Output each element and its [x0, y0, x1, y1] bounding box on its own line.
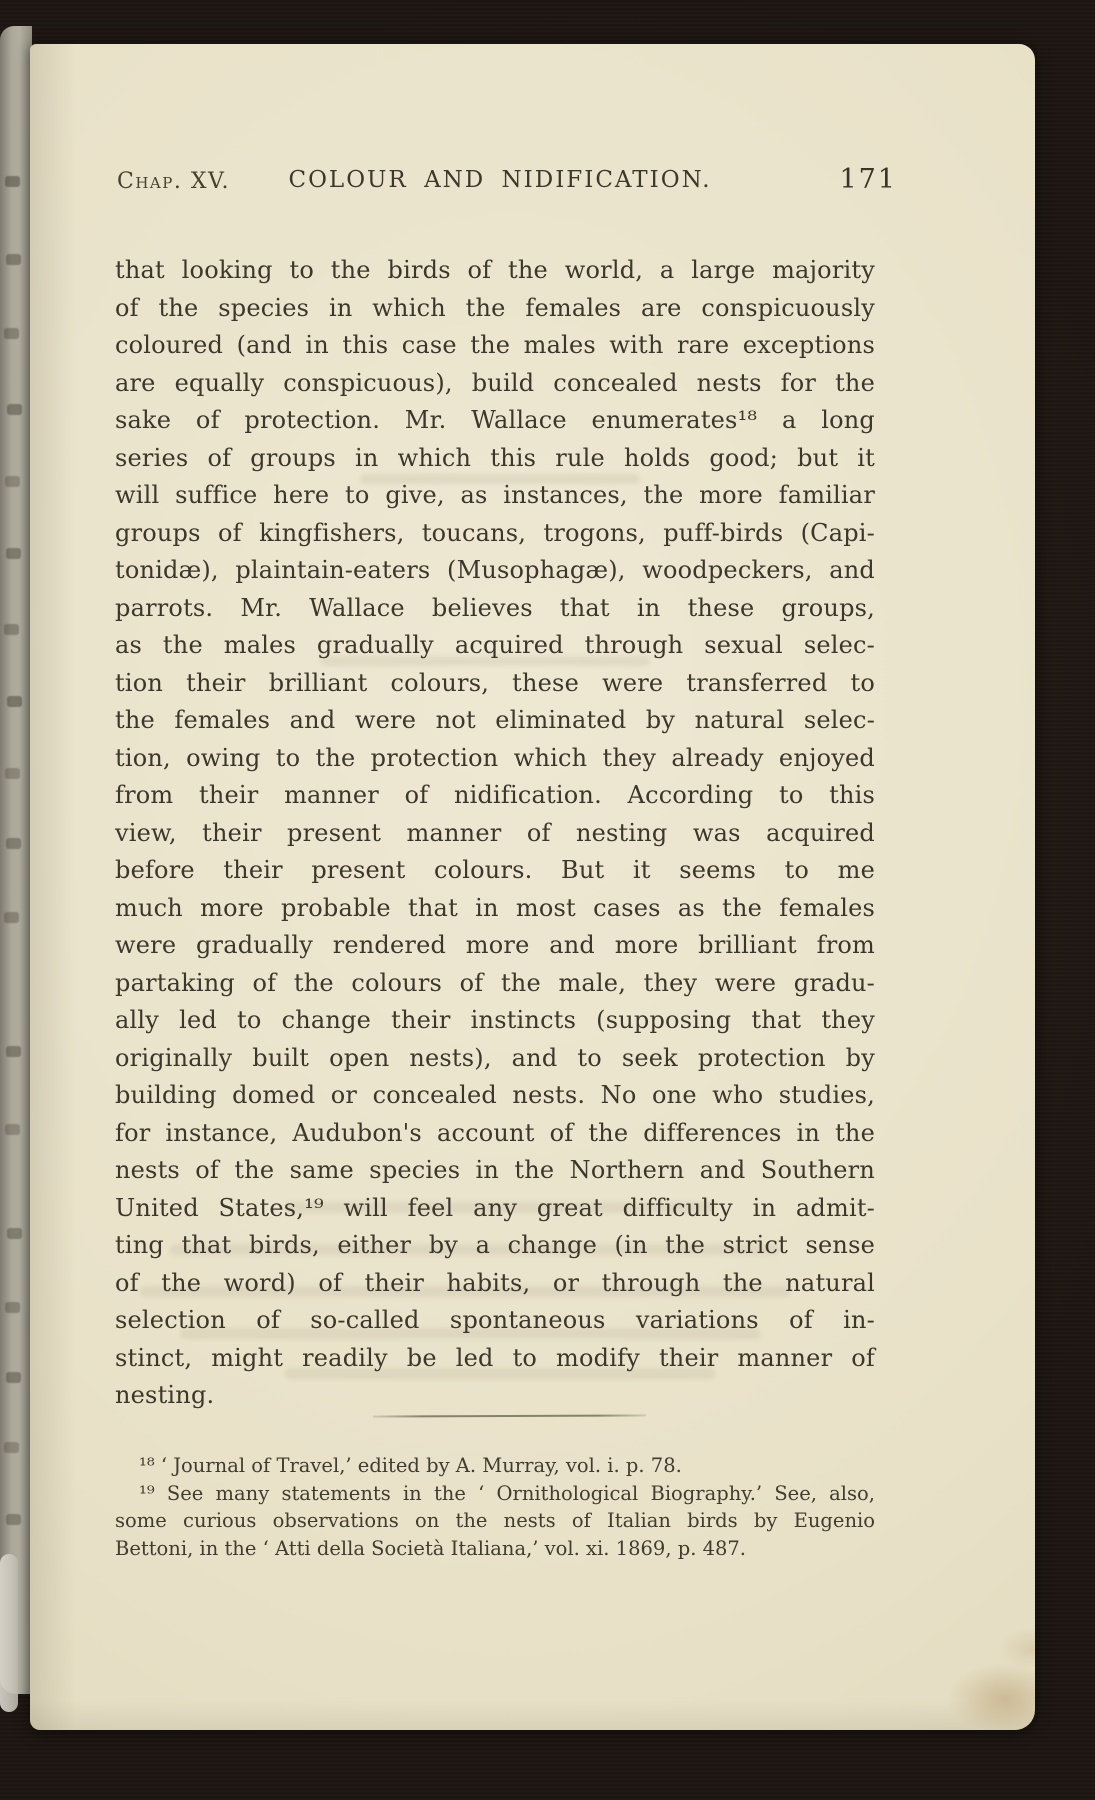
body-text-line: much more probable that in most cases as the females — [115, 893, 875, 922]
body-text-line: view, their present manner of nesting was acquired — [115, 818, 875, 847]
body-text-line: ally led to change their instincts (supposing that they — [115, 1006, 875, 1034]
chapter-label: Chap. XV. — [117, 169, 231, 194]
body-text-line: tion their brilliant colours, these were transferred to — [115, 668, 875, 697]
running-head-title: COLOUR AND NIDIFICATION. — [288, 167, 712, 193]
body-text-line: originally built open nests), and to seek protection by — [115, 1043, 875, 1072]
body-text-line: of the word) of their habits, or through the natural — [115, 1268, 875, 1297]
book-page-edges — [0, 26, 32, 1694]
footnote-separator-rule — [373, 1414, 646, 1417]
body-text-line: as the males gradually acquired through sexual selec- — [115, 631, 875, 659]
body-text-line: the females and were not eliminated by natural selec- — [115, 706, 875, 734]
body-text-line: that looking to the birds of the world, a large majority — [115, 256, 875, 284]
body-text-line: tonidæ), plaintain-eaters (Musophagæ), woodpeckers, and — [115, 556, 875, 584]
body-text-line: stinct, might readily be led to modify their manner of — [115, 1343, 875, 1372]
footnote-line: ¹⁸ ‘ Journal of Travel,’ edited by A. Murray, vol. i. p. 78. — [139, 1454, 682, 1477]
footnotes — [115, 1452, 875, 1562]
body-text-line: United States,¹⁹ will feel any great difficulty in admit- — [115, 1193, 875, 1222]
body-text-line: coloured (and in this case the males with rare exceptions — [115, 331, 875, 359]
body-text-line: parrots. Mr. Wallace believes that in these groups, — [115, 593, 875, 622]
body-text-line: were gradually rendered more and more brilliant from — [115, 931, 875, 959]
body-text-line: tion, owing to the protection which they already enjoyed — [115, 743, 875, 772]
body-text-line: nests of the same species in the Northern and Southern — [115, 1156, 875, 1184]
body-text-line: before their present colours. But it seems to me — [115, 856, 875, 884]
book-page — [30, 44, 1035, 1730]
footnote-line: some curious observations on the nests of Italian birds by Eugenio — [115, 1509, 875, 1532]
running-head — [115, 164, 897, 198]
body-text-line: selection of so-called spontaneous variations of in- — [115, 1306, 875, 1334]
footnote-line: Bettoni, in the ‘ Atti della Società Italiana,’ vol. xi. 1869, p. 487. — [115, 1536, 747, 1560]
body-text-line: are equally conspicuous), build concealed nests for the — [115, 368, 875, 397]
body-text-line: series of groups in which this rule holds good; but it — [115, 443, 875, 472]
body-text-line: will suffice here to give, as instances, the more familiar — [115, 481, 875, 509]
body-text-line: ting that birds, either by a change (in the strict sense — [115, 1231, 875, 1259]
body-text-line: for instance, Audubon's account of the differences in the — [115, 1118, 875, 1147]
page-edge-highlight — [0, 1554, 18, 1712]
body-text-line: of the species in which the females are conspicuously — [115, 293, 875, 322]
body-text-line: sake of protection. Mr. Wallace enumerates¹⁸ a long — [115, 406, 875, 434]
body-text-line: groups of kingfishers, toucans, trogons, puff-birds (Capi- — [115, 518, 875, 547]
body-text-line: nesting. — [115, 1381, 215, 1409]
body-text-line: building domed or concealed nests. No one who studies, — [115, 1081, 875, 1109]
body-text-line: partaking of the colours of the male, they were gradu- — [115, 968, 875, 997]
page-edge-text-marks — [5, 176, 20, 187]
page-number: 171 — [839, 164, 897, 195]
footnote-line: ¹⁹ See many statements in the ‘ Ornithological Biography.’ See, also, — [139, 1481, 875, 1505]
body-paragraph — [115, 252, 875, 1415]
body-text-line: from their manner of nidification. According to this — [115, 781, 875, 809]
